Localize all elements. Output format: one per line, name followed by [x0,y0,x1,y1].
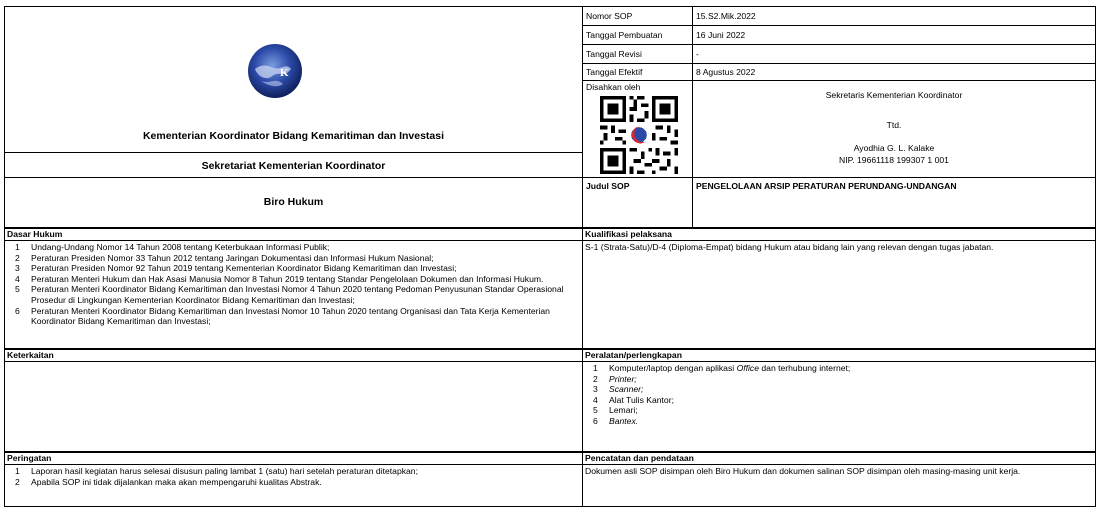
kualifikasi-title: Kualifikasi pelaksana [585,229,672,239]
kualifikasi-cell [582,227,1096,349]
dasar-hukum-list [9,242,578,327]
pencatatan-title: Pencatatan dan pendataan [585,453,694,463]
judul-value-cell [692,177,1096,228]
peralatan-title: Peralatan/perlengkapan [585,350,682,360]
signer-nip: NIP. 19661118 199307 1 001 [839,155,949,165]
revisi-label: Tanggal Revisi [586,49,642,59]
pencatatan-cell [582,451,1096,507]
efektif-label-cell [582,63,693,81]
list-item: 6 Bantex. [593,415,639,426]
signer-title: Sekretaris Kementerian Koordinator [825,90,963,100]
org-name: Kementerian Koordinator Bidang Kemaritiman dan Investasi [142,130,445,142]
peralatan-list [587,363,1091,427]
kualifikasi-text: S-1 (Strata-Satu)/D-4 (Diploma-Empat) bidang Hukum atau bidang lain yang relevan dengan tugas jabatan. [585,242,994,252]
signer-cell [692,80,1096,178]
unit-name: Biro Hukum [263,196,324,208]
nomor-label: Nomor SOP [586,11,633,21]
list-item: 5 Lemari; [593,405,638,416]
list-item: 6 Peraturan Menteri Koordinator Bidang Kemaritiman dan Investasi Nomor 10 Tahun 2020 tentang Organisasi dan Tata Kerja Kementerian Koordinator Bidang Kemaritiman dan Investasi; [15,305,550,327]
efektif-value-cell [692,63,1096,81]
header-org-cell [4,6,583,153]
list-item: 2 Apabila SOP ini tidak dijalankan maka akan mempengaruhi kualitas Abstrak. [15,476,322,487]
list-item: 3 Peraturan Presiden Nomor 92 Tahun 2019 tentang Kementerian Koordinator Bidang Kemaritiman dan Investasi; [15,263,457,274]
list-item: 5 Peraturan Menteri Koordinator Bidang Kemaritiman dan Investasi Nomor 4 Tahun 2020 tentang Pedoman Penyusunan Standar Operasional Prosedur di Lingkungan Kementerian Koordinator Bidang Kemaritiman dan Investasi; [15,284,564,305]
efektif-value: 8 Agustus 2022 [696,67,756,77]
peralatan-cell [582,348,1096,452]
nomor-value: 15.S2.Mik.2022 [696,11,756,21]
list-item: 4 Peraturan Menteri Hukum dan Hak Asasi Manusia Nomor 8 Tahun 2019 tentang Standar Pengelolaan Dokumen dan Informasi Hukum. [15,273,544,284]
nomor-value-cell [692,6,1096,26]
peringatan-title: Peringatan [7,453,52,463]
list-item: 1 Undang-Undang Nomor 14 Tahun 2008 tentang Keterbukaan Informasi Publik; [15,242,330,252]
signature-ttd: Ttd. [886,120,902,130]
sub-org-cell [4,152,583,178]
pembuatan-value-cell [692,25,1096,45]
keterkaitan-title: Keterkaitan [7,350,54,360]
disahkan-label: Disahkan oleh [586,82,641,92]
disahkan-cell [582,80,693,178]
pencatatan-text: Dokumen asli SOP disimpan oleh Biro Hukum dan dokumen salinan SOP disimpan oleh masing-masing unit kerja. [585,466,1021,476]
list-item: 3 Scanner; [593,384,644,395]
list-item: 1 Komputer/laptop dengan aplikasi Office dan terhubung internet; [593,363,851,373]
peringatan-cell [4,451,583,507]
judul-value: PENGELOLAAN ARSIP PERATURAN PERUNDANG-UNDANGAN [696,181,957,191]
judul-label-cell [582,177,693,228]
revisi-value-cell [692,44,1096,64]
revisi-value: - [696,49,699,59]
pembuatan-value: 16 Juni 2022 [696,30,746,40]
ministry-logo [233,29,303,115]
signer-name: Ayodhia G. L. Kalake [853,143,935,153]
efektif-label: Tanggal Efektif [586,67,643,77]
nomor-label-cell [582,6,693,26]
dasar-hukum-title: Dasar Hukum [7,229,63,239]
list-item: 2 Printer; [593,373,637,384]
pembuatan-label-cell [582,25,693,45]
dasar-hukum-cell [4,227,583,349]
judul-label: Judul SOP [586,181,630,191]
list-item: 2 Peraturan Presiden Nomor 33 Tahun 2012 tentang Jaringan Dokumentasi dan Informasi Hukum Nasional; [15,252,434,263]
pembuatan-label: Tanggal Pembuatan [586,30,663,40]
keterkaitan-cell [4,348,583,452]
qr-code-icon [597,96,681,174]
unit-cell [4,177,583,228]
peringatan-list [9,466,578,487]
sub-org-name: Sekretariat Kementerian Koordinator [201,160,386,172]
logo-letter: K [280,67,289,79]
list-item: 4 Alat Tulis Kantor; [593,394,674,405]
revisi-label-cell [582,44,693,64]
list-item: 1 Laporan hasil kegiatan harus selesai disusun paling lambat 1 (satu) hari setelah peraturan ditetapkan; [15,466,418,476]
